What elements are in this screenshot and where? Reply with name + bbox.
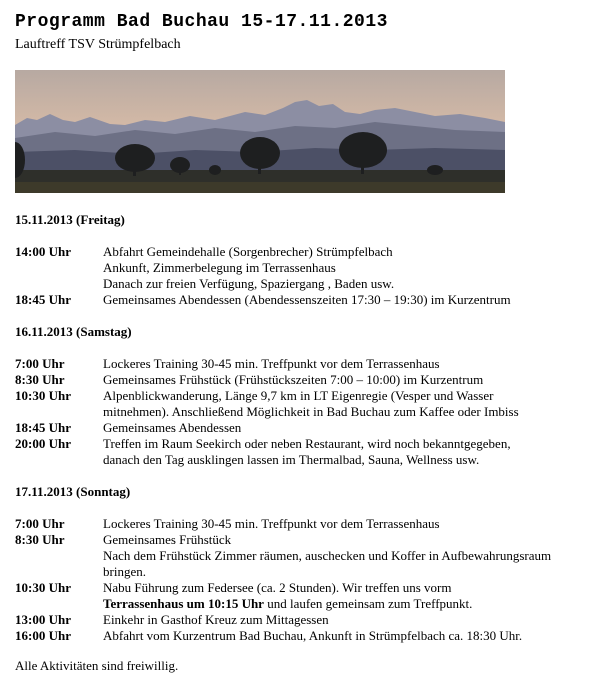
event-description [103, 580, 590, 612]
event-description [103, 356, 590, 372]
day-heading: 15.11.2013 (Freitag) [15, 212, 125, 227]
event-time: 8:30 Uhr [15, 532, 65, 547]
event-row [15, 292, 590, 308]
event-line: bringen. [103, 564, 146, 579]
event-time: 10:30 Uhr [15, 388, 71, 403]
event-row [15, 244, 590, 292]
event-description [103, 532, 590, 580]
event-line: Abfahrt vom Kurzentrum Bad Buchau, Ankunft in Strümpfelbach ca. 18:30 Uhr. [103, 628, 523, 643]
event-description [103, 292, 590, 308]
event-line: Gemeinsames Abendessen [103, 420, 242, 435]
event-row [15, 436, 590, 468]
event-line: Lockeres Training 30-45 min. Treffpunkt vor dem Terrassenhaus [103, 356, 440, 371]
event-line: Danach zur freien Verfügung, Spaziergang , Baden usw. [103, 276, 395, 291]
event-line-rest: und laufen gemeinsam zum Treffpunkt. [263, 596, 473, 611]
day-block-saturday [15, 324, 590, 468]
event-row [15, 356, 590, 372]
event-description [103, 612, 590, 628]
event-line: Nach dem Frühstück Zimmer räumen, auschecken und Koffer in Aufbewahrungsraum [103, 548, 552, 563]
day-block-friday [15, 212, 590, 308]
event-line: Gemeinsames Abendessen (Abendessenszeiten 17:30 – 19:30) im Kurzentrum [103, 292, 511, 307]
day-heading: 17.11.2013 (Sonntag) [15, 484, 131, 499]
event-time: 14:00 Uhr [15, 244, 71, 259]
event-line: Nabu Führung zum Federsee (ca. 2 Stunden). Wir treffen uns vorm [103, 580, 452, 595]
event-description [103, 388, 590, 420]
event-line: Lockeres Training 30-45 min. Treffpunkt vor dem Terrassenhaus [103, 516, 440, 531]
day-block-sunday [15, 484, 590, 644]
event-description [103, 628, 590, 644]
landscape-sunset-icon [15, 70, 505, 193]
footer-note: Alle Aktivitäten sind freiwillig. [15, 658, 179, 673]
event-line: Gemeinsames Frühstück (Frühstückszeiten 7:00 – 10:00) im Kurzentrum [103, 372, 484, 387]
day-heading: 16.11.2013 (Samstag) [15, 324, 132, 339]
event-time: 16:00 Uhr [15, 628, 71, 643]
event-row [15, 628, 590, 644]
event-time: 20:00 Uhr [15, 436, 71, 451]
event-description [103, 516, 590, 532]
event-row [15, 420, 590, 436]
event-line: danach den Tag ausklingen lassen im Thermalbad, Sauna, Wellness usw. [103, 452, 480, 467]
event-time: 7:00 Uhr [15, 516, 65, 531]
event-description [103, 436, 590, 468]
event-row [15, 612, 590, 628]
event-line: Gemeinsames Frühstück [103, 532, 232, 547]
page-subtitle: Lauftreff TSV Strümpfelbach [15, 37, 181, 52]
event-row [15, 532, 590, 580]
event-description [103, 420, 590, 436]
event-time: 13:00 Uhr [15, 612, 71, 627]
event-line: Abfahrt Gemeindehalle (Sorgenbrecher) Strümpfelbach [103, 244, 393, 259]
event-description [103, 244, 590, 292]
event-time: 7:00 Uhr [15, 356, 65, 371]
event-line: Ankunft, Zimmerbelegung im Terrassenhaus [103, 260, 336, 275]
event-row [15, 516, 590, 532]
event-description [103, 372, 590, 388]
event-row [15, 580, 590, 612]
meeting-point-emphasis: Terrassenhaus um 10:15 Uhr [103, 596, 264, 611]
event-time: 10:30 Uhr [15, 580, 71, 595]
event-line: Einkehr in Gasthof Kreuz zum Mittagessen [103, 612, 329, 627]
event-row [15, 372, 590, 388]
event-row [15, 388, 590, 420]
event-line: Treffen im Raum Seekirch oder neben Restaurant, wird noch bekanntgegeben, [103, 436, 511, 451]
event-time: 18:45 Uhr [15, 420, 71, 435]
event-time: 8:30 Uhr [15, 372, 65, 387]
event-time: 18:45 Uhr [15, 292, 71, 307]
event-line [103, 596, 590, 612]
event-line: Alpenblickwanderung, Länge 9,7 km in LT Eigenregie (Vesper und Wasser [103, 388, 494, 403]
page-title: Programm Bad Buchau 15-17.11.2013 [15, 12, 388, 32]
schedule [15, 212, 590, 674]
event-line: mitnehmen). Anschließend Möglichkeit in Bad Buchau zum Kaffee oder Imbiss [103, 404, 519, 419]
